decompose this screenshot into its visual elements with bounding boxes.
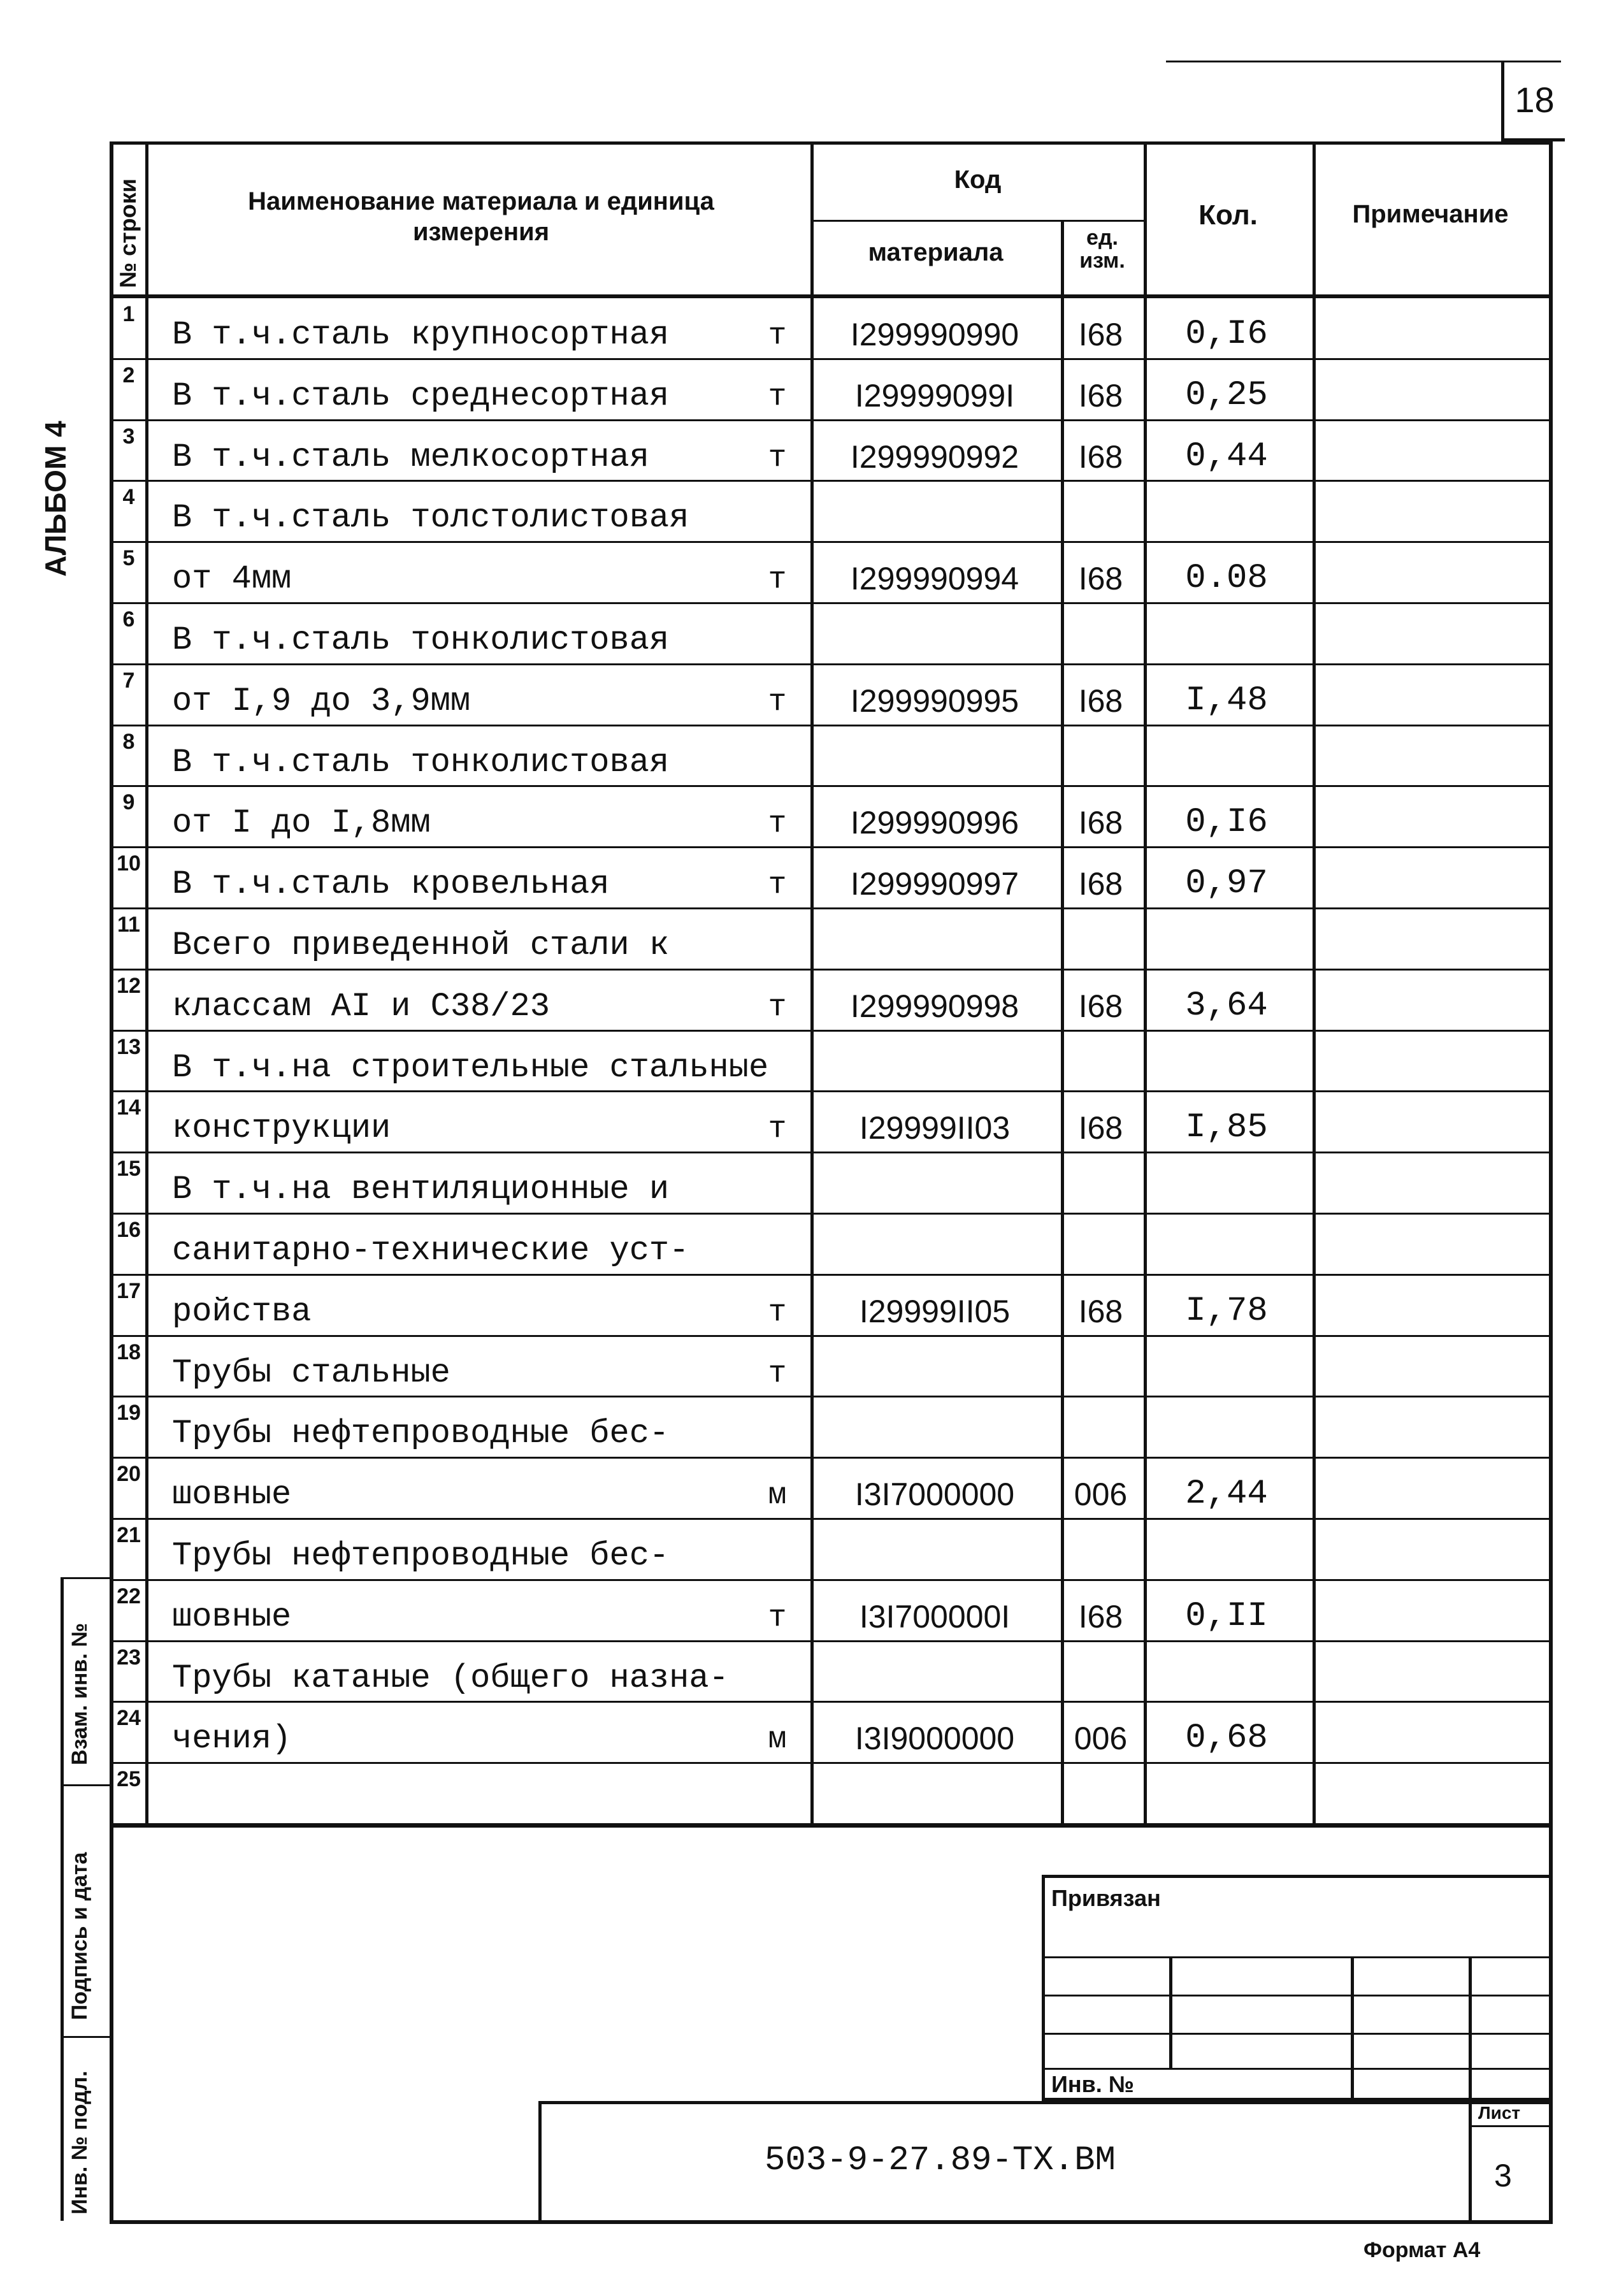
material-unit: т (768, 990, 787, 1025)
quantity: 0,II (1185, 1596, 1268, 1636)
material-unit: м (768, 1478, 787, 1513)
material-code: I29999II03 (859, 1110, 1011, 1146)
material-name: от I до I,8мм (172, 804, 431, 842)
format-label: Формат А4 (1364, 2238, 1481, 2262)
row-divider (110, 1457, 1553, 1459)
material-unit: т (768, 1356, 787, 1391)
row-divider (110, 1579, 1553, 1581)
material-name: чения) (172, 1720, 292, 1758)
row-number: 18 (117, 1339, 141, 1364)
quantity: I,78 (1185, 1291, 1268, 1331)
row-number: 9 (122, 790, 135, 815)
row-divider (110, 663, 1553, 665)
row-number: 13 (117, 1034, 141, 1059)
header-name: Наименование материала и единица измерения (248, 187, 714, 246)
row-divider (110, 358, 1553, 360)
row-number: 4 (122, 485, 135, 510)
quantity: I,85 (1185, 1108, 1268, 1148)
row-divider (110, 602, 1553, 604)
quantity: 0.08 (1185, 559, 1268, 598)
material-code: I29999II05 (859, 1293, 1011, 1329)
material-name: В т.ч.сталь среднесортная (172, 377, 670, 415)
row-number: 1 (122, 302, 135, 326)
row-divider (110, 969, 1553, 971)
material-name: от 4мм (172, 560, 292, 598)
material-name: шовные (172, 1476, 292, 1514)
material-unit: т (768, 684, 787, 719)
material-code: I299990997 (850, 866, 1019, 902)
row-number: 22 (117, 1584, 141, 1608)
row-divider (110, 419, 1553, 421)
quantity: 0,25 (1185, 375, 1268, 415)
material-code: I299990998 (850, 988, 1019, 1024)
row-number: 19 (117, 1401, 141, 1426)
row-number: 17 (117, 1278, 141, 1303)
material-unit: т (768, 1295, 787, 1330)
row-divider (110, 480, 1553, 482)
row-divider (110, 1213, 1553, 1215)
unit-code: I68 (1078, 377, 1123, 414)
header-qty: Кол. (1198, 199, 1258, 231)
quantity: 0,97 (1185, 864, 1268, 904)
quantity: 0,I6 (1185, 803, 1268, 842)
list-label: Лист (1478, 2103, 1521, 2123)
unit-code: I68 (1078, 1598, 1123, 1635)
material-unit: т (768, 319, 787, 353)
material-code: I299990992 (850, 438, 1019, 475)
album-label: АЛЬБОМ 4 (39, 421, 72, 577)
row-divider (110, 907, 1553, 909)
list-number: 3 (1494, 2158, 1512, 2193)
row-number: 23 (117, 1645, 141, 1670)
material-name: Трубы катаные (общего назна- (172, 1659, 729, 1697)
row-divider (110, 1152, 1553, 1153)
row-divider (110, 1030, 1553, 1032)
material-unit: т (768, 1600, 787, 1635)
row-number: 11 (117, 913, 140, 937)
material-name: конструкции (172, 1109, 391, 1148)
row-divider (110, 1701, 1553, 1703)
privyazan-label: Привязан (1051, 1885, 1161, 1911)
unit-code: I68 (1078, 988, 1123, 1024)
row-number: 24 (117, 1706, 141, 1731)
material-unit: т (768, 563, 787, 598)
unit-code: 006 (1074, 1477, 1128, 1513)
row-number: 14 (117, 1095, 141, 1120)
material-unit: м (768, 1722, 787, 1758)
row-number: 8 (122, 729, 135, 754)
material-name: Трубы нефтепроводные бес- (172, 1537, 670, 1575)
unit-code: 006 (1074, 1721, 1128, 1757)
quantity: 0,I6 (1185, 315, 1268, 354)
header-note: Примечание (1352, 200, 1509, 228)
unit-code: I68 (1078, 1110, 1123, 1146)
row-divider (110, 1396, 1553, 1397)
unit-code: I68 (1078, 866, 1123, 902)
material-name: от I,9 до 3,9мм (172, 682, 471, 720)
document-code: 503-9-27.89-ТХ.ВМ (765, 2141, 1116, 2180)
material-code: I3I7000000 (854, 1477, 1015, 1513)
header-code-material: материала (868, 238, 1004, 266)
row-divider (110, 1274, 1553, 1276)
row-divider (110, 1335, 1553, 1337)
side-label-podpis-data: Подпись и дата (68, 1852, 92, 2020)
row-divider (110, 1640, 1553, 1642)
row-divider (110, 785, 1553, 787)
material-name: В т.ч.сталь тонколистовая (172, 621, 670, 659)
row-number: 6 (122, 607, 135, 632)
unit-code: I68 (1078, 805, 1123, 841)
side-label-inv-podl: Инв. № подл. (68, 2070, 92, 2214)
row-divider (110, 725, 1553, 726)
material-name: санитарно-технические уст- (172, 1232, 689, 1269)
material-unit: т (768, 807, 787, 842)
material-name: шовные (172, 1598, 292, 1636)
quantity: 0,44 (1185, 437, 1268, 476)
material-name: В т.ч.сталь тонколистовая (172, 743, 670, 781)
unit-code: I68 (1078, 561, 1123, 597)
quantity: 3,64 (1185, 986, 1268, 1025)
row-number: 5 (122, 546, 135, 571)
inv-no-label: Инв. № (1051, 2071, 1134, 2097)
material-unit: т (768, 379, 787, 414)
row-number: 2 (122, 363, 135, 387)
row-number: 25 (117, 1767, 141, 1792)
quantity: 0,68 (1185, 1719, 1268, 1758)
material-code: I299990996 (850, 805, 1019, 841)
material-unit: т (768, 1112, 787, 1147)
row-divider (110, 1518, 1553, 1520)
unit-code: I68 (1078, 438, 1123, 475)
material-name: В т.ч.на вентиляционные и (172, 1171, 670, 1209)
row-number: 3 (122, 424, 135, 449)
header-code-unit: ед. изм. (1079, 226, 1125, 273)
material-name: ройства (172, 1292, 312, 1331)
header-code: Код (954, 166, 1002, 194)
unit-code: I68 (1078, 317, 1123, 352)
row-divider (110, 846, 1553, 848)
material-name: Трубы стальные (172, 1354, 450, 1392)
quantity: I,48 (1185, 681, 1268, 720)
material-unit: т (768, 440, 787, 475)
row-number: 15 (117, 1157, 141, 1181)
material-code: I299990995 (850, 682, 1019, 719)
row-divider (110, 1090, 1553, 1092)
material-code: I299990994 (850, 561, 1019, 597)
unit-code: I68 (1078, 682, 1123, 719)
row-number: 12 (117, 973, 141, 998)
row-number: 10 (117, 851, 141, 876)
material-name: В т.ч.сталь крупносортная (172, 316, 670, 354)
material-name: В т.ч.сталь толстолистовая (172, 499, 689, 537)
row-number: 7 (122, 668, 135, 693)
side-label-vzam-inv: Взам. инв. № (68, 1622, 92, 1765)
material-name: Всего приведенной стали к (172, 927, 670, 964)
page-number-top: 18 (1501, 61, 1565, 141)
row-number: 16 (117, 1218, 141, 1242)
quantity: 2,44 (1185, 1475, 1268, 1514)
material-name: В т.ч.сталь кровельная (172, 865, 610, 904)
material-name: Трубы нефтепроводные бес- (172, 1415, 670, 1453)
material-code: I299990990 (850, 317, 1019, 352)
material-code: I3I700000I (859, 1598, 1011, 1635)
material-unit: т (768, 868, 787, 903)
material-name: В т.ч.сталь мелкосортная (172, 438, 649, 476)
material-code: I29999099I (854, 377, 1015, 414)
row-divider (110, 1762, 1553, 1764)
header-row-no: № строки (115, 178, 141, 288)
row-number: 20 (117, 1462, 141, 1487)
material-code: I3I9000000 (854, 1721, 1015, 1757)
row-number: 21 (117, 1523, 141, 1547)
row-divider (110, 541, 1553, 543)
unit-code: I68 (1078, 1293, 1123, 1329)
material-name: классам АI и С38/23 (172, 987, 550, 1025)
material-name: В т.ч.на строительные стальные (172, 1048, 769, 1087)
